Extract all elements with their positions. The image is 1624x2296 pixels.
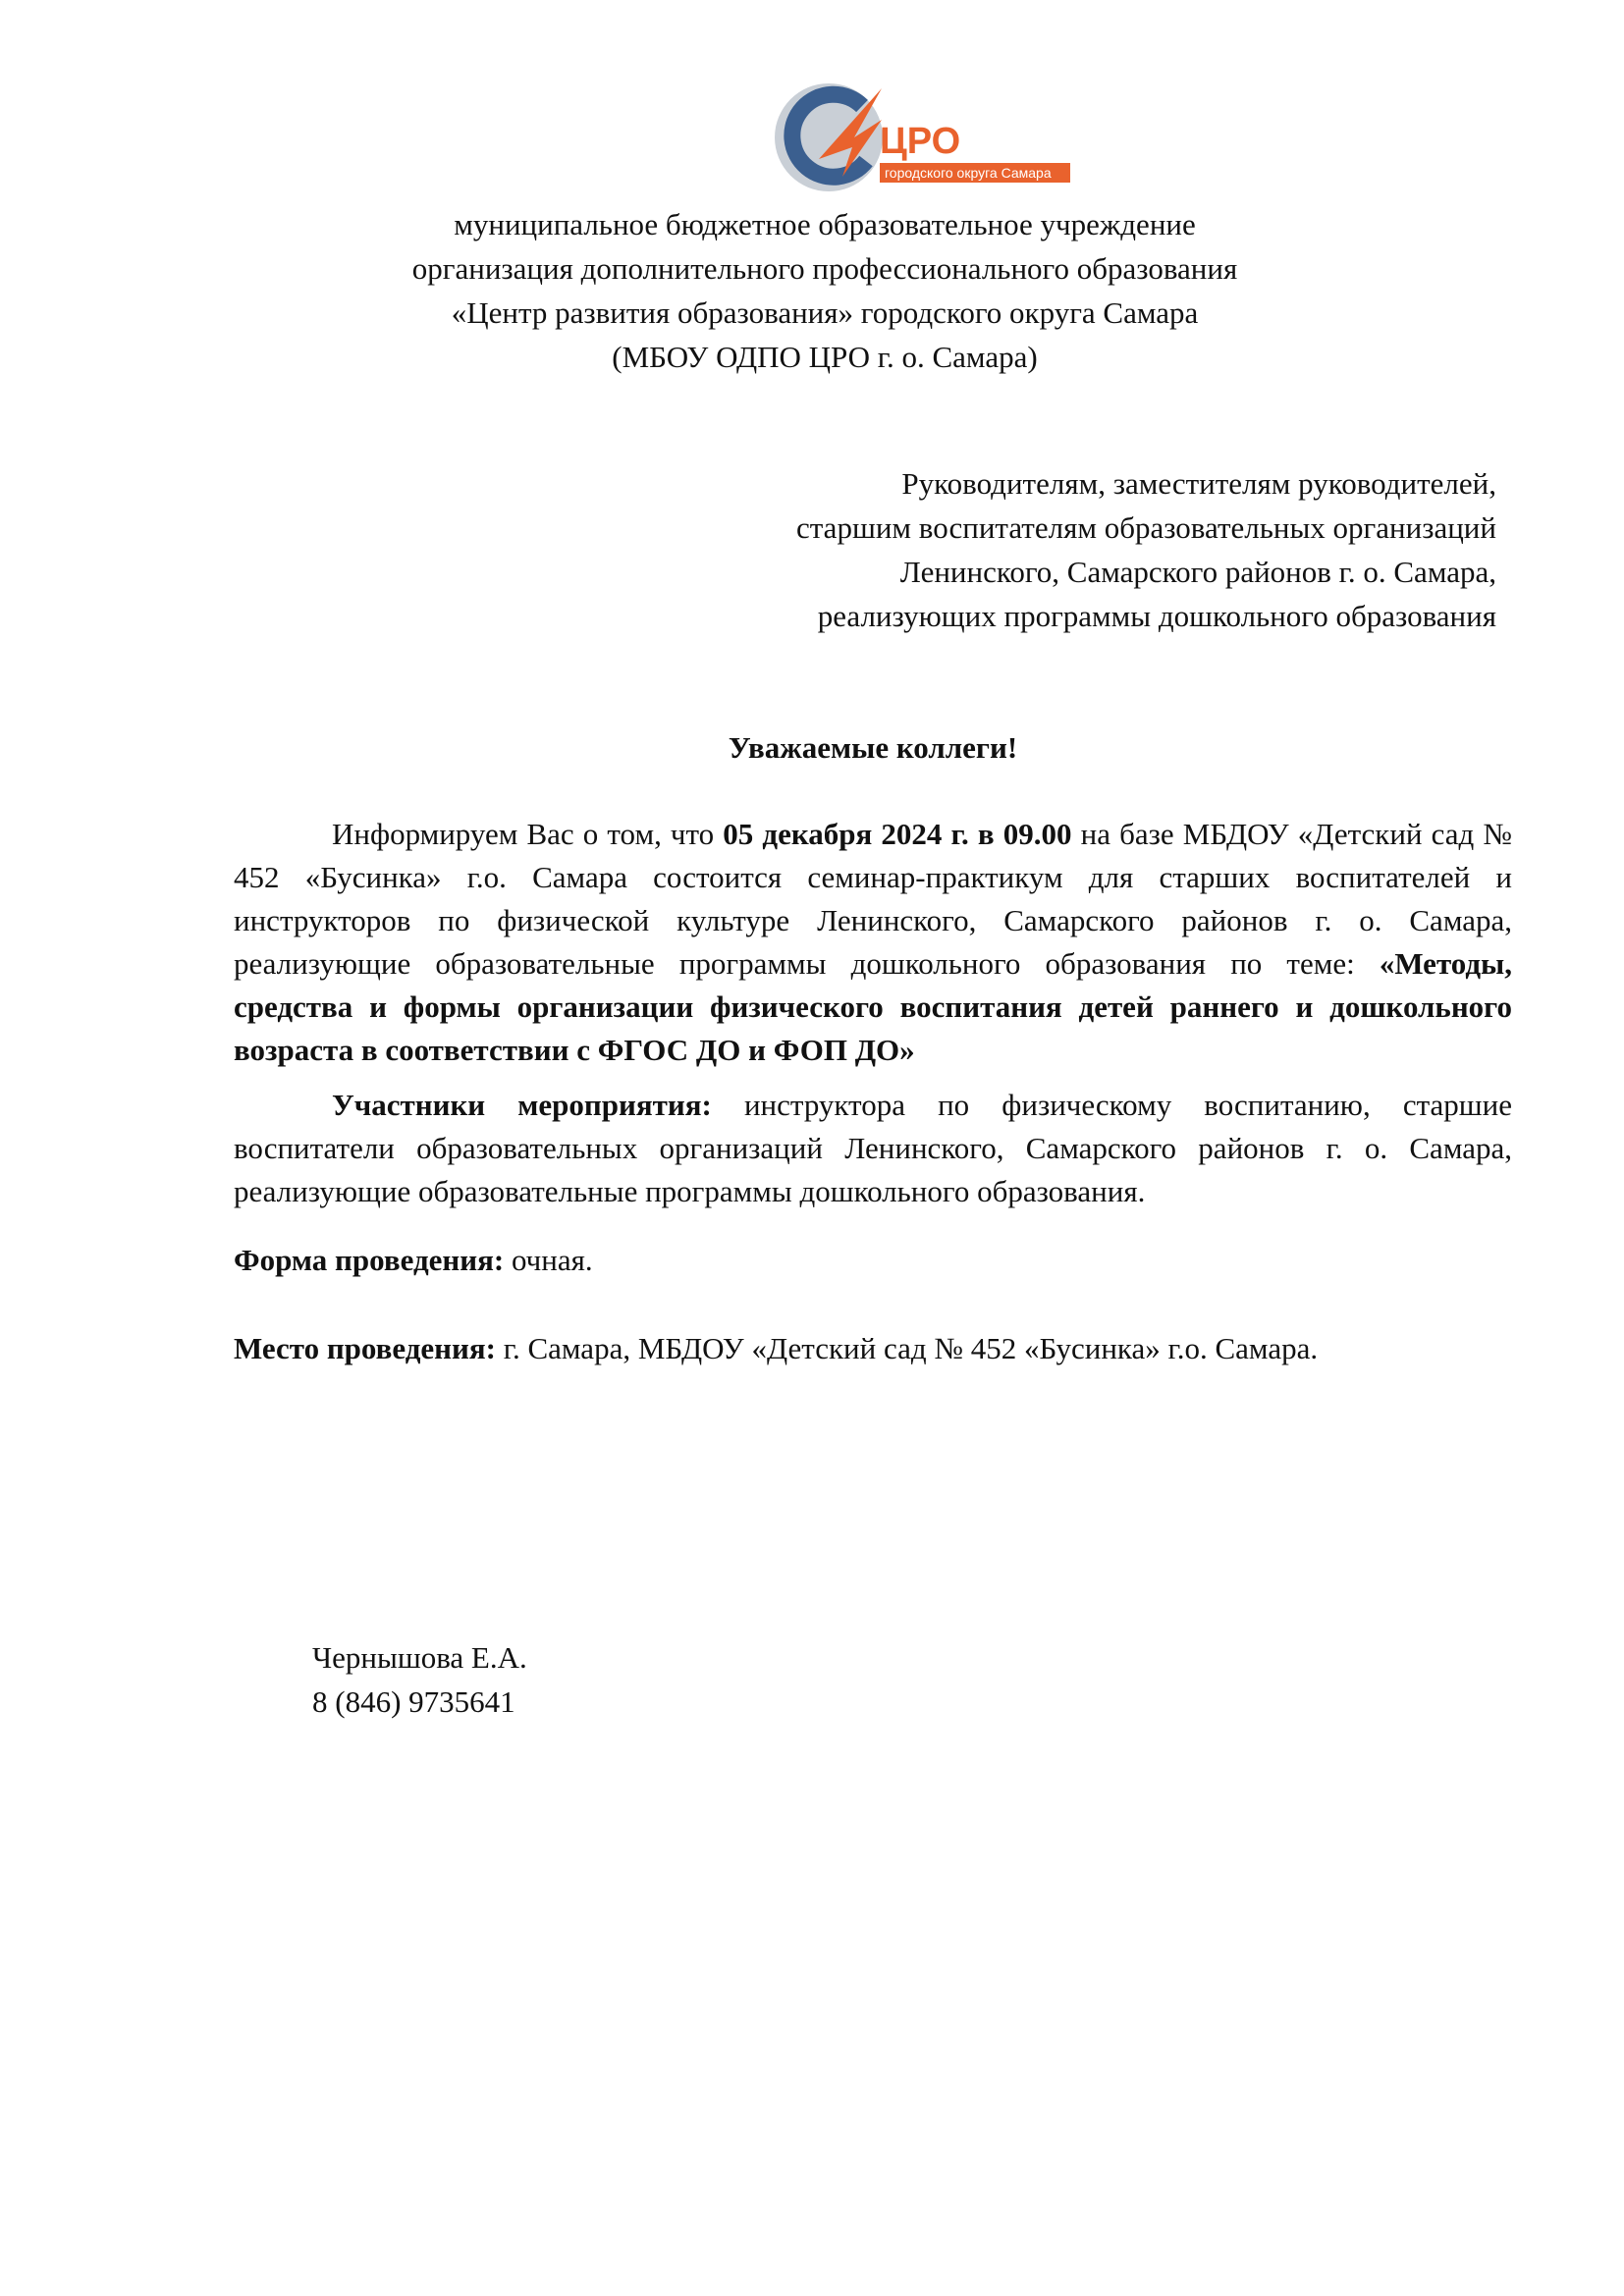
logo-name: ЦРО [880, 121, 961, 162]
addressee-block [796, 461, 1496, 638]
addressee-line: реализующих программы дошкольного образования [817, 599, 1496, 633]
header-line: организация дополнительного профессионального образования [411, 251, 1238, 286]
venue-paragraph [234, 1327, 1512, 1370]
organization-header [236, 202, 1414, 379]
format-paragraph [234, 1239, 1512, 1282]
contact-block [312, 1635, 527, 1724]
event-date-time: 05 декабря 2024 г. в 09.00 [723, 817, 1072, 851]
format-text: очная. [504, 1243, 593, 1277]
participants-label: Участники мероприятия: [332, 1088, 712, 1122]
header-line: «Центр развития образования» городского округа Самара [451, 295, 1199, 330]
format-label: Форма проведения: [234, 1243, 505, 1277]
cro-logo-icon [772, 80, 1078, 196]
contact-phone: 8 (846) 9735641 [312, 1684, 515, 1719]
addressee-line: Ленинского, Самарского районов г. о. Самара, [899, 555, 1496, 589]
announcement-intro: Информируем Вас о том, что [332, 817, 724, 851]
addressee-line: Руководителям, заместителям руководителей, [901, 466, 1496, 501]
header-line: муниципальное бюджетное образовательное учреждение [454, 207, 1196, 241]
logo-subtitle: городского округа Самара [885, 165, 1052, 181]
cro-logo [772, 80, 1078, 196]
header-line: (МБОУ ОДПО ЦРО г. о. Самара) [612, 340, 1038, 374]
salutation: Уважаемые коллеги! [728, 730, 1018, 765]
participants-paragraph [234, 1084, 1512, 1213]
addressee-line: старшим воспитателям образовательных организаций [796, 510, 1496, 545]
announcement-body: на базе МБДОУ «Детский сад № 452 «Бусинка» г.о. Самара состоится семинар-практикум для старших воспитателей и инструкторов по физической культуре Ленинского, Самарского районов г. о. Самара, реализующие образовательные программы дошкольного образования по теме: [234, 817, 1512, 981]
venue-label: Место проведения: [234, 1331, 496, 1365]
seminar-topic: «Методы, средства и формы организации физического воспитания детей раннего и дошкольного возраста в соответствии с ФГОС ДО и ФОП ДО» [234, 946, 1512, 1067]
venue-text: г. Самара, МБДОУ «Детский сад № 452 «Бусинка» г.о. Самара. [496, 1331, 1319, 1365]
participants-text: инструктора по физическому воспитанию, старшие воспитатели образовательных организаций Ленинского, Самарского районов г. о. Самара, реализующие образовательные программы дошкольного образования. [234, 1088, 1513, 1208]
contact-name: Чернышова Е.А. [312, 1640, 527, 1675]
announcement-paragraph [234, 813, 1512, 1072]
